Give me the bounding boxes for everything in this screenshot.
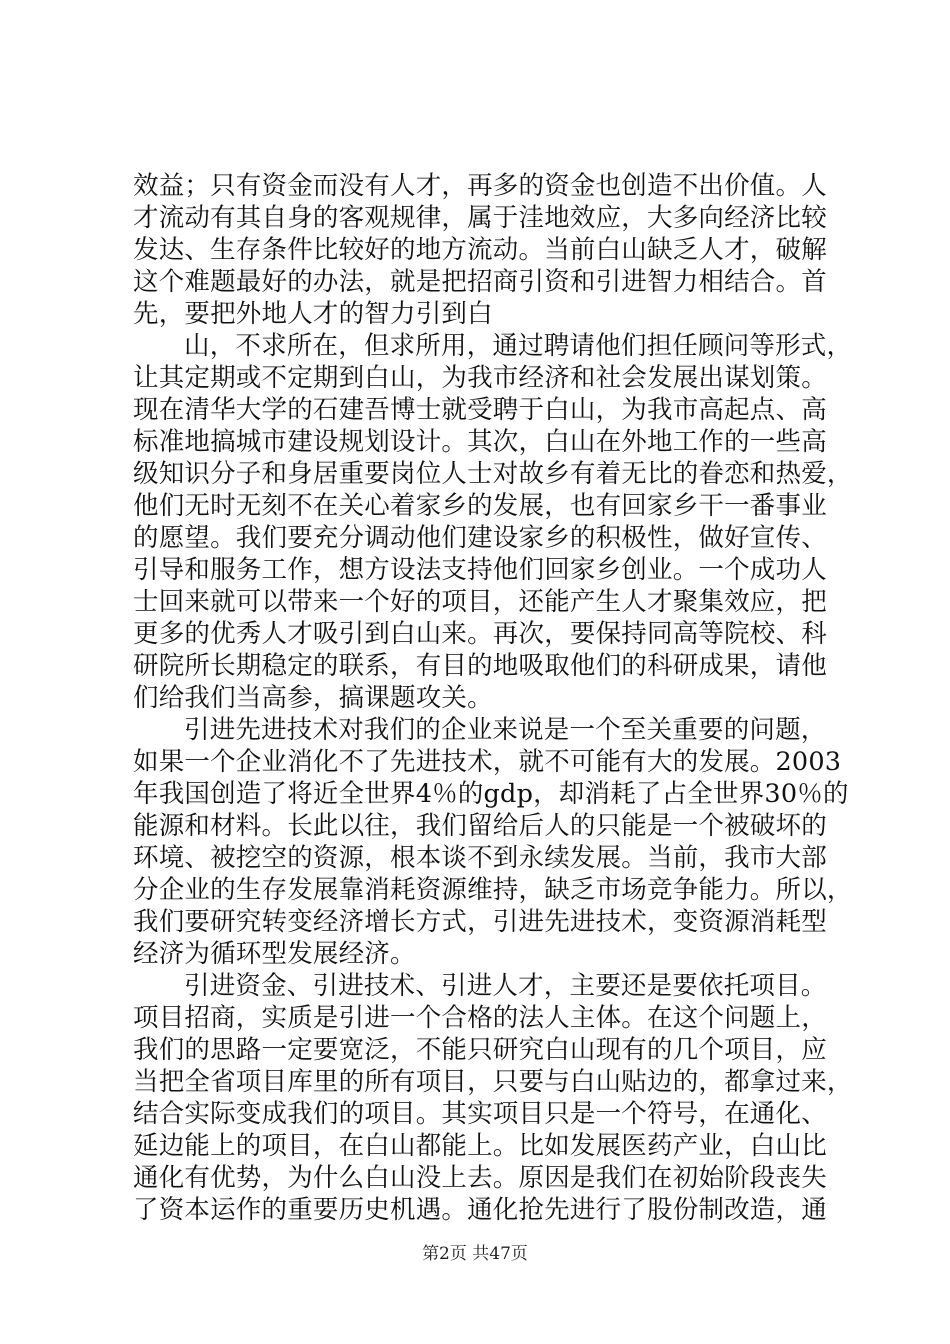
text-line: 士回来就可以带来一个好的项目，还能产生人才聚集效应，把	[133, 587, 827, 617]
text-line: 效益；只有资金而没有人才，再多的资金也创造不出价值。人	[133, 171, 827, 201]
text-line: 分企业的生存发展靠消耗资源维持，缺乏市场竞争能力。所以，	[133, 875, 853, 905]
text-line: 通化有优势，为什么白山没上去。原因是我们在初始阶段丧失	[133, 1163, 827, 1193]
text-line: 让其定期或不定期到白山，为我市经济和社会发展出谋划策。	[133, 363, 827, 393]
body-text	[133, 170, 853, 1226]
text-line: 引进先进技术对我们的企业来说是一个至关重要的问题，	[184, 715, 827, 745]
text-line: 引导和服务工作，想方设法支持他们回家乡创业。一个成功人	[133, 555, 827, 585]
text-line: 能源和材料。长此以往，我们留给后人的只能是一个被破坏的	[133, 811, 827, 841]
text-line: 延边能上的项目，在白山都能上。比如发展医药产业，白山比	[133, 1131, 827, 1161]
page-number-footer: 第2页 共47页	[422, 1244, 528, 1264]
text-line: 引进资金、引进技术、引进人才，主要还是要依托项目。	[184, 971, 827, 1001]
text-line: 我们要研究转变经济增长方式，引进先进技术，变资源消耗型	[133, 907, 827, 937]
text-line: 更多的优秀人才吸引到白山来。再次，要保持同高等院校、科	[133, 619, 827, 649]
text-line: 我们的思路一定要宽泛，不能只研究白山现有的几个项目，应	[133, 1035, 827, 1065]
text-line: 标准地搞城市建设规划设计。其次，白山在外地工作的一些高	[133, 427, 827, 457]
text-line: 这个难题最好的办法，就是把招商引资和引进智力相结合。首	[133, 267, 827, 297]
text-line: 研院所长期稳定的联系，有目的地吸取他们的科研成果，请他	[133, 651, 827, 681]
text-line: 山，不求所在，但求所用，通过聘请他们担任顾问等形式，	[184, 331, 853, 361]
text-line: 现在清华大学的石建吾博士就受聘于白山，为我市高起点、高	[133, 395, 827, 425]
text-line: 项目招商，实质是引进一个合格的法人主体。在这个问题上，	[133, 1003, 827, 1033]
text-line: 环境、被挖空的资源，根本谈不到永续发展。当前，我市大部	[133, 843, 827, 873]
text-line: 了资本运作的重要历史机遇。通化抢先进行了股份制改造，通	[133, 1195, 827, 1225]
text-line: 先，要把外地人才的智力引到白	[133, 299, 493, 329]
text-line: 经济为循环型发展经济。	[133, 939, 416, 969]
text-line: 年我国创造了将近全世界4％的gdp，却消耗了占全世界30％的	[133, 779, 849, 809]
text-line: 当把全省项目库里的所有项目，只要与白山贴边的，都拿过来，	[133, 1067, 853, 1097]
text-line: 级知识分子和身居重要岗位人士对故乡有着无比的眷恋和热爱，	[133, 459, 853, 489]
text-line: 们给我们当高参，搞课题攻关。	[133, 683, 493, 713]
text-line: 如果一个企业消化不了先进技术，就不可能有大的发展。2003	[133, 747, 842, 777]
text-line: 的愿望。我们要充分调动他们建设家乡的积极性，做好宣传、	[133, 523, 827, 553]
text-line: 结合实际变成我们的项目。其实项目只是一个符号，在通化、	[133, 1099, 827, 1129]
text-line: 才流动有其自身的客观规律，属于洼地效应，大多向经济比较	[133, 203, 827, 233]
text-line: 他们无时无刻不在关心着家乡的发展，也有回家乡干一番事业	[133, 491, 827, 521]
text-line: 发达、生存条件比较好的地方流动。当前白山缺乏人才，破解	[133, 235, 827, 265]
